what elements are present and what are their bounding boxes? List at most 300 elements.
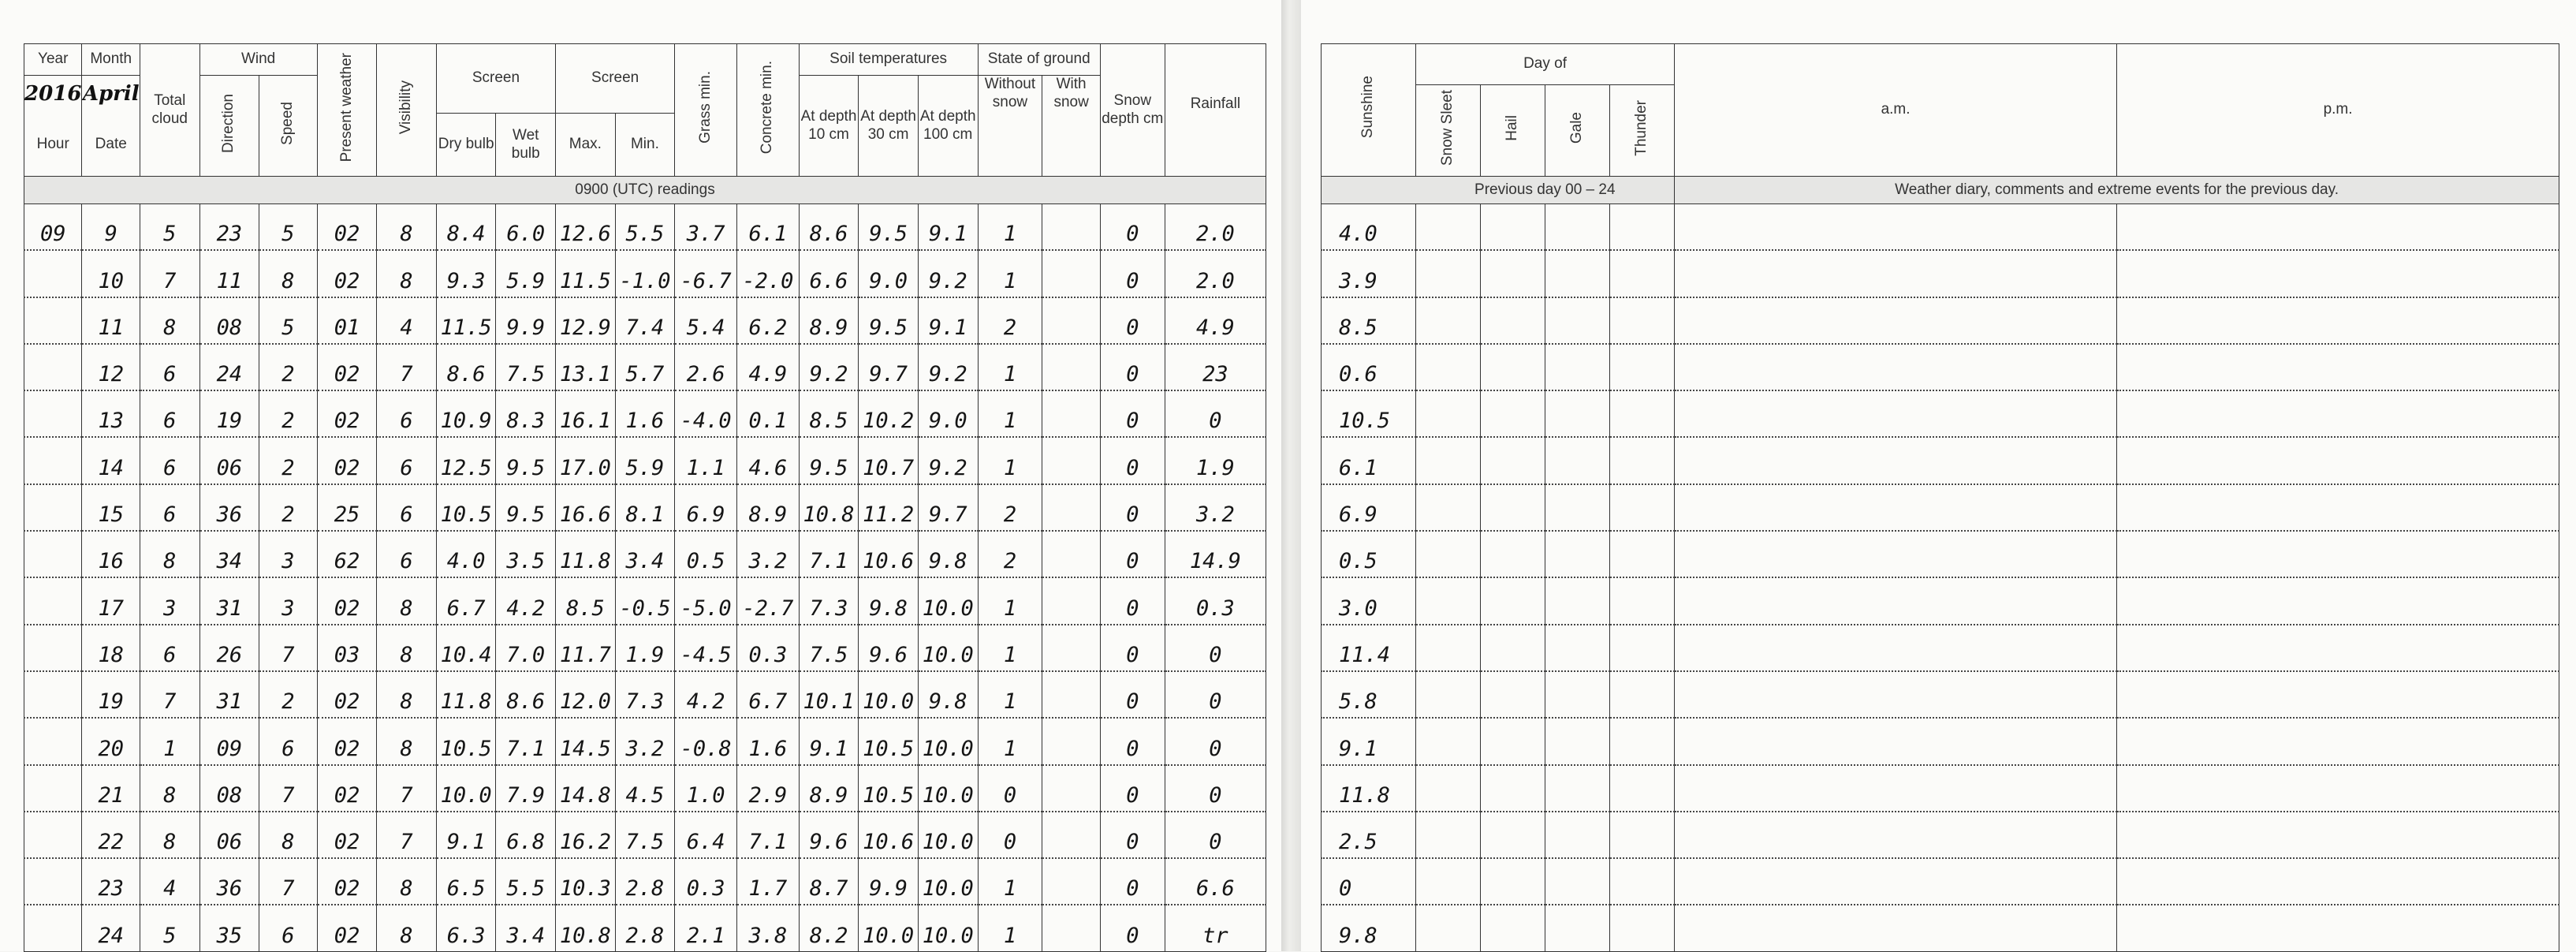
wind-direction-cell: 08 <box>199 297 259 344</box>
hail-cell <box>1481 765 1545 812</box>
gale-label: Gale <box>1568 112 1586 144</box>
table-row <box>1322 204 2559 251</box>
concrete-min-cell: 0.3 <box>736 625 799 671</box>
thunder-cell <box>1610 905 1675 951</box>
wind-speed-cell: 7 <box>259 625 318 671</box>
hail-header <box>1481 85 1545 177</box>
diary-am-cell <box>1675 625 2117 671</box>
snow-depth-cell: 0 <box>1100 344 1165 390</box>
visibility-cell: 6 <box>377 484 437 531</box>
gale-cell <box>1545 765 1610 812</box>
table-row <box>24 577 1266 624</box>
diary-am-cell <box>1675 765 2117 812</box>
rainfall-cell: 0 <box>1165 625 1266 671</box>
soil-10cm-cell: 9.2 <box>799 344 859 390</box>
wind-speed-cell: 2 <box>259 390 318 437</box>
soil-100cm-cell: 9.7 <box>918 484 978 531</box>
max-header <box>556 114 616 177</box>
rainfall-cell: 0.3 <box>1165 577 1266 624</box>
gale-cell <box>1545 858 1610 905</box>
snow-sleet-cell <box>1416 671 1481 718</box>
table-row <box>1322 718 2559 764</box>
wet-bulb-cell: 5.5 <box>496 858 556 905</box>
date-cell: 22 <box>82 812 140 858</box>
gale-cell <box>1545 718 1610 764</box>
thunder-cell <box>1610 297 1675 344</box>
grass-min-cell: 6.4 <box>675 812 737 858</box>
present-weather-label: Present weather <box>337 52 355 162</box>
wind-direction-cell: 35 <box>199 905 259 951</box>
wind-speed-cell: 6 <box>259 905 318 951</box>
dry-bulb-cell: 9.3 <box>436 250 496 297</box>
direction-header <box>199 76 259 177</box>
dry-bulb-cell: 10.0 <box>436 765 496 812</box>
table-row <box>1322 905 2559 951</box>
visibility-cell: 8 <box>377 718 437 764</box>
date-cell: 24 <box>82 905 140 951</box>
snow-depth-label: Snow depth cm <box>1102 91 1164 127</box>
wind-speed-cell: 3 <box>259 531 318 577</box>
table-row <box>24 437 1266 483</box>
sunshine-cell: 3.0 <box>1322 577 1416 624</box>
thunder-header <box>1610 85 1675 177</box>
soil-10cm-cell: 6.6 <box>799 250 859 297</box>
date-label: Date <box>95 135 127 152</box>
wind-speed-cell: 5 <box>259 204 318 251</box>
screen-max-cell: 14.8 <box>556 765 616 812</box>
soil-10cm-cell: 8.9 <box>799 297 859 344</box>
soil-10cm-cell: 8.7 <box>799 858 859 905</box>
hour-cell <box>24 858 82 905</box>
depth-10-label: At depth 10 cm <box>800 107 857 143</box>
hour-cell <box>24 344 82 390</box>
present-weather-cell: 02 <box>317 344 377 390</box>
snow-depth-cell: 0 <box>1100 718 1165 764</box>
screen-max-cell: 16.6 <box>556 484 616 531</box>
soil-10cm-cell: 7.3 <box>799 577 859 624</box>
gale-cell <box>1545 250 1610 297</box>
rainfall-cell: 2.0 <box>1165 250 1266 297</box>
concrete-min-cell: 6.2 <box>736 297 799 344</box>
present-weather-cell: 02 <box>317 812 377 858</box>
table-row <box>24 812 1266 858</box>
total-cloud-cell: 6 <box>140 437 199 483</box>
hour-cell <box>24 437 82 483</box>
table-row <box>1322 297 2559 344</box>
screen-max-cell: 12.6 <box>556 204 616 251</box>
present-weather-cell: 62 <box>317 531 377 577</box>
sunshine-cell: 4.0 <box>1322 204 1416 251</box>
snow-sleet-cell <box>1416 390 1481 437</box>
hail-cell <box>1481 577 1545 624</box>
wind-header <box>199 44 317 76</box>
soil-10cm-cell: 8.2 <box>799 905 859 951</box>
ground-with-snow-cell <box>1042 905 1100 951</box>
ground-without-snow-cell: 1 <box>978 718 1042 764</box>
snow-sleet-cell <box>1416 344 1481 390</box>
soil-10cm-cell: 10.1 <box>799 671 859 718</box>
total-cloud-cell: 4 <box>140 858 199 905</box>
screen-min-cell: -1.0 <box>615 250 675 297</box>
hour-cell <box>24 577 82 624</box>
ground-without-snow-cell: 1 <box>978 390 1042 437</box>
ground-with-snow-cell <box>1042 250 1100 297</box>
screen-max-cell: 14.5 <box>556 718 616 764</box>
ground-with-snow-cell <box>1042 531 1100 577</box>
wet-bulb-cell: 9.5 <box>496 484 556 531</box>
soil-10cm-cell: 9.6 <box>799 812 859 858</box>
gale-cell <box>1545 390 1610 437</box>
total-cloud-cell: 5 <box>140 204 199 251</box>
diary-pm-cell <box>2117 531 2559 577</box>
diary-body <box>1322 204 2559 952</box>
table-row <box>24 297 1266 344</box>
wet-bulb-cell: 3.5 <box>496 531 556 577</box>
ground-with-snow-cell <box>1042 718 1100 764</box>
grass-min-cell: 2.6 <box>675 344 737 390</box>
depth-100-header <box>918 76 978 177</box>
sunshine-cell: 3.9 <box>1322 250 1416 297</box>
table-row <box>24 671 1266 718</box>
table-row <box>1322 531 2559 577</box>
thunder-cell <box>1610 390 1675 437</box>
min-label: Min. <box>630 136 659 153</box>
table-row <box>1322 484 2559 531</box>
screen-min-cell: 2.8 <box>615 858 675 905</box>
hail-cell <box>1481 344 1545 390</box>
rainfall-cell: 0 <box>1165 671 1266 718</box>
soil-30cm-cell: 9.9 <box>859 858 919 905</box>
observations-table <box>24 43 1266 952</box>
rainfall-cell: 0 <box>1165 718 1266 764</box>
wind-speed-cell: 8 <box>259 250 318 297</box>
concrete-min-cell: 3.2 <box>736 531 799 577</box>
wet-bulb-cell: 8.3 <box>496 390 556 437</box>
ground-with-snow-cell <box>1042 858 1100 905</box>
diary-am-cell <box>1675 671 2117 718</box>
dry-bulb-header <box>436 114 496 177</box>
grass-min-label: Grass min. <box>696 71 714 144</box>
ground-without-snow-cell: 0 <box>978 812 1042 858</box>
wet-bulb-cell: 9.9 <box>496 297 556 344</box>
thunder-cell <box>1610 718 1675 764</box>
gale-cell <box>1545 625 1610 671</box>
screen-min-cell: 5.7 <box>615 344 675 390</box>
page-gutter <box>1281 0 1301 951</box>
present-weather-cell: 02 <box>317 250 377 297</box>
dry-bulb-cell: 6.3 <box>436 905 496 951</box>
diary-am-cell <box>1675 250 2117 297</box>
table-row <box>24 484 1266 531</box>
table-row <box>1322 344 2559 390</box>
wet-bulb-cell: 3.4 <box>496 905 556 951</box>
rainfall-cell: 14.9 <box>1165 531 1266 577</box>
soil-10cm-cell: 7.1 <box>799 531 859 577</box>
wet-bulb-cell: 7.1 <box>496 718 556 764</box>
table-row <box>24 344 1266 390</box>
total-cloud-cell: 6 <box>140 344 199 390</box>
wet-bulb-cell: 9.5 <box>496 437 556 483</box>
wind-speed-cell: 3 <box>259 577 318 624</box>
soil-30cm-cell: 10.6 <box>859 531 919 577</box>
sunshine-cell: 6.9 <box>1322 484 1416 531</box>
depth-30-label: At depth 30 cm <box>860 107 916 143</box>
wet-bulb-cell: 6.8 <box>496 812 556 858</box>
rainfall-cell: 0 <box>1165 390 1266 437</box>
sunshine-cell: 10.5 <box>1322 390 1416 437</box>
dry-bulb-cell: 8.6 <box>436 344 496 390</box>
snow-depth-cell: 0 <box>1100 812 1165 858</box>
thunder-label: Thunder <box>1633 99 1650 156</box>
soil-temperatures-header <box>799 44 978 76</box>
thunder-cell <box>1610 858 1675 905</box>
dry-bulb-cell: 4.0 <box>436 531 496 577</box>
snow-depth-cell: 0 <box>1100 297 1165 344</box>
hail-cell <box>1481 250 1545 297</box>
concrete-min-header <box>736 44 799 177</box>
total-cloud-cell: 6 <box>140 625 199 671</box>
dry-bulb-cell: 11.5 <box>436 297 496 344</box>
snow-depth-cell: 0 <box>1100 390 1165 437</box>
snow-depth-cell: 0 <box>1100 437 1165 483</box>
sunshine-cell: 11.8 <box>1322 765 1416 812</box>
screen-min-cell: 5.9 <box>615 437 675 483</box>
sunshine-cell: 2.5 <box>1322 812 1416 858</box>
date-cell: 19 <box>82 671 140 718</box>
total-cloud-cell: 8 <box>140 297 199 344</box>
hail-cell <box>1481 297 1545 344</box>
dry-bulb-cell: 9.1 <box>436 812 496 858</box>
snow-depth-cell: 0 <box>1100 204 1165 251</box>
concrete-min-cell: 7.1 <box>736 812 799 858</box>
diary-band <box>1675 177 2559 204</box>
rainfall-cell: 1.9 <box>1165 437 1266 483</box>
max-label: Max. <box>569 136 602 153</box>
present-weather-header <box>317 44 377 177</box>
screen-min-cell: 8.1 <box>615 484 675 531</box>
hour-header <box>24 114 82 177</box>
visibility-cell: 7 <box>377 765 437 812</box>
screen-min-cell: 3.2 <box>615 718 675 764</box>
wind-direction-cell: 24 <box>199 344 259 390</box>
diary-pm-cell <box>2117 905 2559 951</box>
without-snow-header <box>978 76 1042 177</box>
soil-100cm-cell: 9.1 <box>918 297 978 344</box>
screen-min-cell: 2.8 <box>615 905 675 951</box>
concrete-min-cell: 4.9 <box>736 344 799 390</box>
diary-pm-cell <box>2117 390 2559 437</box>
diary-am-cell <box>1675 204 2117 251</box>
sunshine-cell: 0.6 <box>1322 344 1416 390</box>
screen-min-cell: 7.3 <box>615 671 675 718</box>
month-label: Month <box>90 50 132 68</box>
concrete-min-cell: 0.1 <box>736 390 799 437</box>
hail-cell <box>1481 437 1545 483</box>
sunshine-cell: 6.1 <box>1322 437 1416 483</box>
soil-100cm-cell: 9.2 <box>918 250 978 297</box>
year-value: 2016 <box>24 82 82 106</box>
grass-min-cell: 2.1 <box>675 905 737 951</box>
table-row <box>24 204 1266 251</box>
sunshine-cell: 11.4 <box>1322 625 1416 671</box>
depth-100-label: At depth 100 cm <box>919 107 976 143</box>
state-of-ground-label: State of ground <box>987 50 1090 68</box>
ground-without-snow-cell: 1 <box>978 344 1042 390</box>
rainfall-cell: 23 <box>1165 344 1266 390</box>
soil-100cm-cell: 9.2 <box>918 344 978 390</box>
ground-with-snow-cell <box>1042 765 1100 812</box>
rainfall-label: Rainfall <box>1190 95 1241 112</box>
table-row <box>24 905 1266 951</box>
snow-sleet-cell <box>1416 297 1481 344</box>
present-weather-cell: 02 <box>317 204 377 251</box>
pm-header <box>2117 44 2559 177</box>
soil-30cm-cell: 9.5 <box>859 204 919 251</box>
snow-sleet-cell <box>1416 812 1481 858</box>
screen-max-cell: 12.0 <box>556 671 616 718</box>
table-row <box>1322 437 2559 483</box>
soil-100cm-cell: 10.0 <box>918 812 978 858</box>
date-cell: 18 <box>82 625 140 671</box>
hail-cell <box>1481 671 1545 718</box>
soil-100cm-cell: 10.0 <box>918 905 978 951</box>
soil-30cm-cell: 11.2 <box>859 484 919 531</box>
ground-without-snow-cell: 1 <box>978 577 1042 624</box>
gale-cell <box>1545 577 1610 624</box>
wind-direction-cell: 19 <box>199 390 259 437</box>
wind-speed-cell: 6 <box>259 718 318 764</box>
screen-max-cell: 17.0 <box>556 437 616 483</box>
hour-cell <box>24 765 82 812</box>
soil-30cm-cell: 10.0 <box>859 671 919 718</box>
screen-min-cell: 7.4 <box>615 297 675 344</box>
table-row <box>1322 812 2559 858</box>
gale-cell <box>1545 671 1610 718</box>
snow-depth-cell: 0 <box>1100 905 1165 951</box>
with-snow-header <box>1042 76 1100 177</box>
thunder-cell <box>1610 625 1675 671</box>
hour-label: Hour <box>36 135 69 152</box>
grass-min-cell: -5.0 <box>675 577 737 624</box>
soil-30cm-cell: 10.0 <box>859 905 919 951</box>
grass-min-cell: -0.8 <box>675 718 737 764</box>
diary-pm-cell <box>2117 344 2559 390</box>
thunder-cell <box>1610 577 1675 624</box>
rainfall-cell: tr <box>1165 905 1266 951</box>
screen-max-cell: 10.8 <box>556 905 616 951</box>
thunder-cell <box>1610 765 1675 812</box>
soil-100cm-cell: 9.8 <box>918 531 978 577</box>
speed-header <box>259 76 318 177</box>
ground-without-snow-cell: 2 <box>978 297 1042 344</box>
table-row <box>1322 577 2559 624</box>
snow-sleet-cell <box>1416 905 1481 951</box>
table-row <box>1322 390 2559 437</box>
wind-direction-cell: 31 <box>199 671 259 718</box>
visibility-cell: 4 <box>377 297 437 344</box>
diary-pm-cell <box>2117 718 2559 764</box>
date-cell: 14 <box>82 437 140 483</box>
concrete-min-cell: -2.7 <box>736 577 799 624</box>
ground-with-snow-cell <box>1042 577 1100 624</box>
dry-bulb-label: Dry bulb <box>438 136 494 153</box>
wind-direction-cell: 36 <box>199 484 259 531</box>
screen-label-2: Screen <box>591 69 639 87</box>
visibility-cell: 8 <box>377 905 437 951</box>
diary-table <box>1321 43 2559 952</box>
dry-bulb-cell: 12.5 <box>436 437 496 483</box>
ground-with-snow-cell <box>1042 344 1100 390</box>
month-value-cell <box>82 76 140 114</box>
wind-speed-cell: 2 <box>259 484 318 531</box>
wet-bulb-header <box>496 114 556 177</box>
wind-speed-cell: 7 <box>259 858 318 905</box>
total-cloud-cell: 8 <box>140 531 199 577</box>
hail-cell <box>1481 905 1545 951</box>
pm-label: p.m. <box>2323 101 2353 118</box>
concrete-min-cell: 8.9 <box>736 484 799 531</box>
grass-min-cell: -6.7 <box>675 250 737 297</box>
rainfall-header <box>1165 44 1266 177</box>
wind-speed-cell: 2 <box>259 671 318 718</box>
ground-with-snow-cell <box>1042 812 1100 858</box>
soil-30cm-cell: 9.8 <box>859 577 919 624</box>
snow-sleet-header <box>1416 85 1481 177</box>
dry-bulb-cell: 6.5 <box>436 858 496 905</box>
soil-100cm-cell: 10.0 <box>918 577 978 624</box>
diary-pm-cell <box>2117 577 2559 624</box>
snow-sleet-cell <box>1416 577 1481 624</box>
soil-10cm-cell: 9.1 <box>799 718 859 764</box>
wind-direction-cell: 36 <box>199 858 259 905</box>
diary-am-cell <box>1675 718 2117 764</box>
sunshine-cell: 9.1 <box>1322 718 1416 764</box>
snow-sleet-label: Snow Sleet <box>1439 90 1456 166</box>
snow-sleet-cell <box>1416 625 1481 671</box>
wet-bulb-cell: 7.9 <box>496 765 556 812</box>
soil-30cm-cell: 9.5 <box>859 297 919 344</box>
screen-max-cell: 13.1 <box>556 344 616 390</box>
snow-depth-cell: 0 <box>1100 858 1165 905</box>
visibility-cell: 6 <box>377 437 437 483</box>
rainfall-cell: 3.2 <box>1165 484 1266 531</box>
soil-10cm-cell: 9.5 <box>799 437 859 483</box>
present-weather-cell: 03 <box>317 625 377 671</box>
soil-100cm-cell: 10.0 <box>918 858 978 905</box>
thunder-cell <box>1610 344 1675 390</box>
diary-pm-cell <box>2117 858 2559 905</box>
grass-min-cell: -4.5 <box>675 625 737 671</box>
wind-direction-cell: 06 <box>199 437 259 483</box>
day-of-header <box>1416 44 1675 85</box>
snow-depth-cell: 0 <box>1100 765 1165 812</box>
visibility-cell: 7 <box>377 344 437 390</box>
ground-with-snow-cell <box>1042 671 1100 718</box>
total-cloud-header <box>140 44 199 177</box>
table-row <box>24 250 1266 297</box>
soil-10cm-cell: 8.6 <box>799 204 859 251</box>
sunshine-cell: 5.8 <box>1322 671 1416 718</box>
visibility-cell: 6 <box>377 390 437 437</box>
visibility-cell: 8 <box>377 625 437 671</box>
gale-header <box>1545 85 1610 177</box>
grass-min-cell: 0.5 <box>675 531 737 577</box>
screen-max-cell: 8.5 <box>556 577 616 624</box>
am-label: a.m. <box>1881 101 1911 118</box>
min-header <box>615 114 675 177</box>
grass-min-cell: 4.2 <box>675 671 737 718</box>
table-row <box>1322 671 2559 718</box>
